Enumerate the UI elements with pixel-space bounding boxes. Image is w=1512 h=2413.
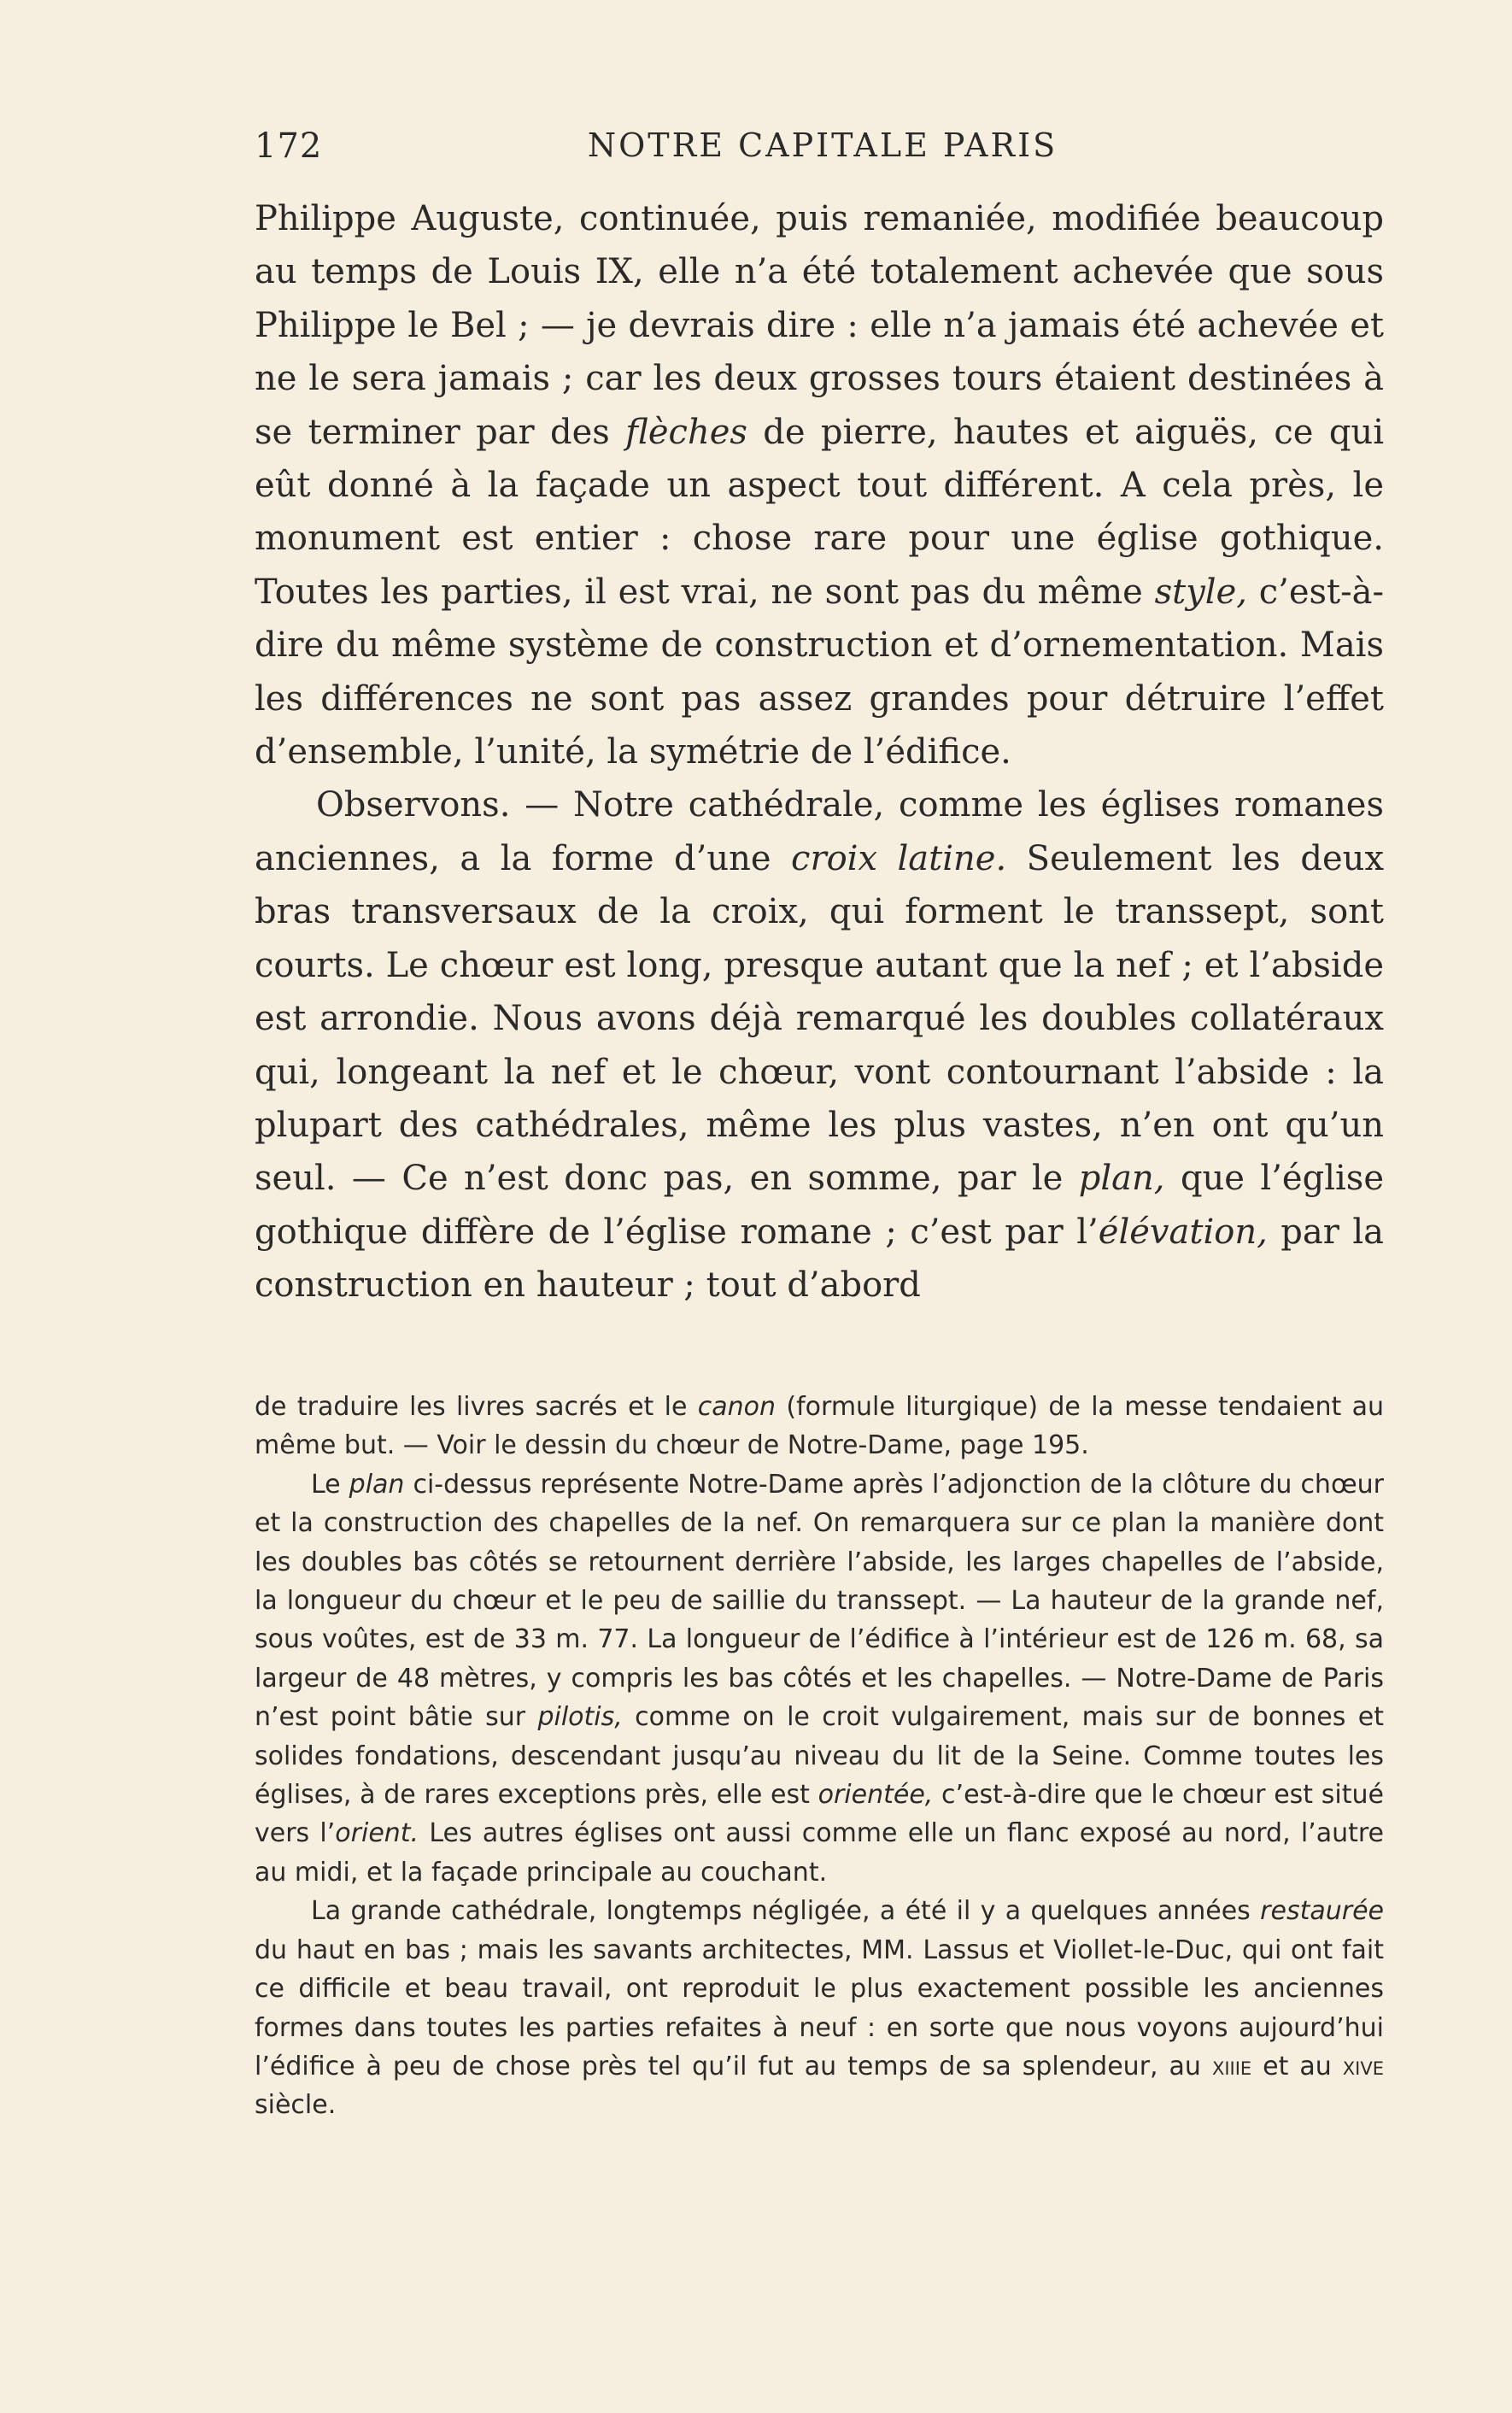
italic-run: plan <box>349 1469 405 1500</box>
italic-run: flèches <box>625 412 747 452</box>
footnotes <box>255 1388 1384 2125</box>
text-run: et au <box>1251 2051 1343 2081</box>
italic-run: croix latine. <box>791 838 1007 878</box>
italic-run: élévation, <box>1098 1212 1268 1252</box>
italic-run: style, <box>1154 572 1247 612</box>
italic-run: pilotis, <box>537 1702 623 1733</box>
text-run: Seulement les deux bras transversaux de la croix, qui forment le transsept, sont courts. Le chœur est long, presque autant que la nef ; et l’abside est arrondie. Nous avons déjà remarqué les doubles collatéraux qui, longeant la nef et le chœur, vont contournant l’abside : la plupart des cathédrales, même les plus vastes, n’en ont qu’un seul. — Ce n’est donc pas, en somme, par le <box>255 838 1385 1199</box>
text-run: du haut en bas ; mais les savants architectes, MM. Lassus et Viollet-le-Duc, qui ont fait ce difficile et beau travail, ont reproduit le plus exactement possible les anciennes formes dans toutes les parties refaites à neuf : en sorte que nous voyons aujourd’hui l’édifice à peu de chose près tel qu’il fut au temps de sa splendeur, au <box>255 1935 1384 2081</box>
main-paragraph-2 <box>255 778 1384 1312</box>
text-run: Le <box>311 1469 349 1500</box>
footnote-3 <box>255 1892 1384 2124</box>
italic-run: orient. <box>335 1818 419 1849</box>
page-number: 172 <box>255 126 323 166</box>
text-run: que l’église gothique diffère de l’église romane ; c’est par l’ <box>255 1159 1384 1252</box>
text-run: siècle. <box>255 2090 337 2121</box>
century-numeral: xive <box>1342 2051 1384 2081</box>
italic-run: plan, <box>1078 1159 1165 1199</box>
text-run: (formule liturgique) de la messe tendaient au même but. — Voir le dessin du chœur de Notre-Dame, page 195. <box>255 1392 1384 1461</box>
text-run: Observons. — Notre cathédrale, comme les églises romanes anciennes, a la forme d’une <box>255 785 1384 878</box>
text-run: La grande cathédrale, longtemps négligée, a été il y a quelques années <box>311 1896 1261 1927</box>
main-paragraph-1 <box>255 192 1384 778</box>
footnote-1 <box>255 1388 1384 1465</box>
footnote-2 <box>255 1465 1384 1892</box>
text-run: de pierre, hautes et aiguës, ce qui eût donné à la façade un aspect tout différent. A cela près, le monument est entier : chose rare pour une église gothique. Toutes les parties, il est vrai, ne sont pas du même <box>255 412 1384 612</box>
main-text <box>255 192 1384 1312</box>
text-run: ci-dessus représente Notre-Dame après l’adjonction de la clôture du chœur et la construction des chapelles de la nef. On remarquera sur ce plan la manière dont les doubles bas côtés se retournent derrière l’abside, les larges chapelles de l’abside, la longueur du chœur et le peu de saillie du transsept. — La hauteur de la grande nef, sous voûtes, est de 33 m. 77. La longueur de l’édifice à l’intérieur est de 126 m. 68, sa largeur de 48 mètres, y compris les bas côtés et les chapelles. — Notre-Dame de Paris n’est point bâtie sur <box>255 1469 1384 1733</box>
running-title: NOTRE CAPITALE PARIS <box>587 126 1058 164</box>
text-run: de traduire les livres sacrés et le <box>255 1392 698 1422</box>
running-head <box>255 126 1391 169</box>
text-run: c’est-à-dire du même système de construction et d’ornementation. Mais les différences ne sont pas assez grandes pour détruire l’effet d’ensemble, l’unité, la symétrie de l’édifice. <box>255 572 1385 772</box>
text-run: c’est-à-dire que le chœur est situé vers l’ <box>255 1780 1384 1849</box>
century-numeral: xiiie <box>1211 2051 1252 2081</box>
text-run: Philippe Auguste, continuée, puis remaniée, modifiée beaucoup au temps de Louis IX, elle n’a été totalement achevée que sous Philippe le Bel ; — je devrais dire : elle n’a jamais été achevée et ne le sera jamais ; car les deux grosses tours étaient destinées à se terminer par des <box>255 199 1384 452</box>
italic-run: orientée, <box>818 1780 934 1811</box>
italic-run: restaurée <box>1260 1896 1384 1927</box>
italic-run: canon <box>697 1392 777 1422</box>
text-run: comme on le croit vulgairement, mais sur de bonnes et solides fondations, descendant jusqu’au niveau du lit de la Seine. Comme toutes les églises, à de rares exceptions près, elle est <box>255 1702 1384 1811</box>
text-run: Les autres églises ont aussi comme elle un flanc exposé au nord, l’autre au midi, et la façade principale au couchant. <box>255 1818 1385 1888</box>
text-run: par la construction en hauteur ; tout d’abord <box>255 1212 1384 1306</box>
